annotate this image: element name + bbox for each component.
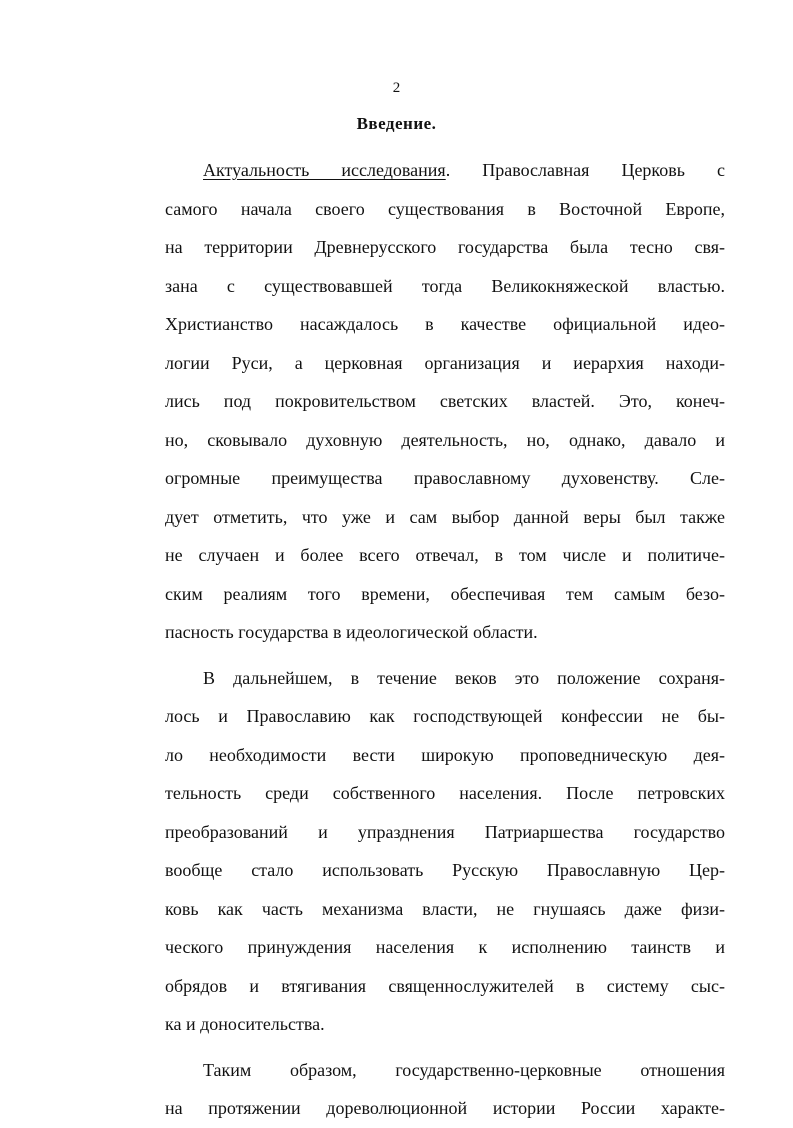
text-line-rest: . Православная Церковь с: [445, 160, 725, 180]
text-line: Христианство насаждалось в качестве официальной идео-: [165, 314, 725, 334]
text-line: тельность среди собственного населения. После петровских: [165, 783, 725, 803]
paragraph-gap: [165, 652, 725, 659]
text-line: лось и Православию как господствующей конфессии не бы-: [165, 706, 725, 726]
text-line: ковь как часть механизма власти, не гнушаясь даже физи-: [165, 898, 725, 919]
text-line: но, сковывало духовную деятельность, но, однако, давало и: [165, 429, 725, 450]
text-line: дует отметить, что уже и сам выбор данной веры был также: [165, 506, 725, 527]
text-line: логии Руси, а церковная организация и иерархия находи-: [165, 352, 725, 373]
text-line: на территории Древнерусского государства была тесно свя-: [165, 237, 725, 257]
text-line: ским реалиям того времени, обеспечивая тем самым безо-: [165, 583, 725, 604]
text-line: обрядов и втягивания священнослужителей в систему сыс-: [165, 975, 725, 996]
text-line: не случаен и более всего отвечал, в том числе и политиче-: [165, 545, 725, 565]
text-line: пасность государства в идеологической области.: [165, 622, 538, 642]
body-text: [165, 151, 725, 1128]
underlined-term: Актуальность исследования: [203, 160, 446, 180]
paragraph-gap: [165, 1044, 725, 1051]
text-line: ческого принуждения населения к исполнению таинств и: [165, 937, 725, 957]
section-heading: Введение.: [356, 114, 437, 133]
page-number: 2: [392, 80, 401, 96]
text-line: лись под покровительством светских властей. Это, конеч-: [165, 391, 725, 411]
text-line: Таким образом, государственно-церковные отношения: [203, 1059, 725, 1080]
text-line: ло необходимости вести широкую проповедническую дея-: [165, 744, 725, 765]
text-line: вообще стало использовать Русскую Православную Цер-: [165, 860, 725, 880]
text-line: В дальнейшем, в течение веков это положение сохраня-: [203, 667, 725, 688]
text-line: на протяжении дореволюционной истории России характе-: [165, 1098, 725, 1118]
text-line: ка и доносительства.: [165, 1014, 325, 1034]
text-line: огромные преимущества православному духовенству. Сле-: [165, 468, 725, 488]
text-line: самого начала своего существования в Восточной Европе,: [165, 198, 725, 219]
text-line: [165, 151, 725, 190]
text-line: преобразований и упразднения Патриаршества государство: [165, 821, 725, 842]
text-line: зана с существовавшей тогда Великокняжеской властью.: [165, 275, 725, 296]
